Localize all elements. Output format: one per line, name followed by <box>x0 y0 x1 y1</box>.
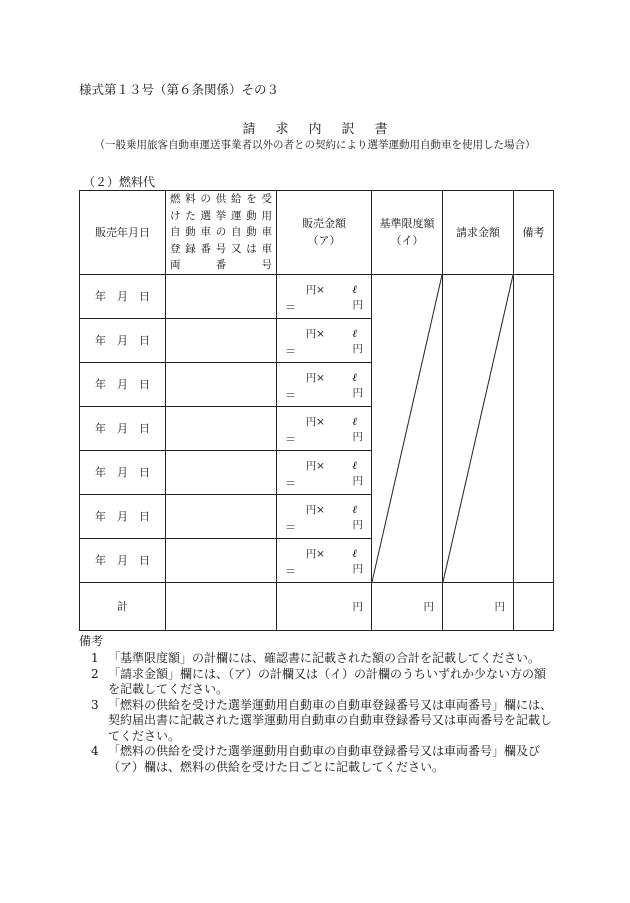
header-sale-amount-label: 販売金額 <box>302 217 346 231</box>
header-sale-amount <box>277 191 372 275</box>
registration-number-cell[interactable] <box>166 318 277 362</box>
note-item <box>91 667 555 698</box>
document-subtitle: （一般乗用旅客自動車運送事業者以外の者との契約により選挙運動用自動車を使用した場合） <box>94 139 536 151</box>
yen-times-label: 円× <box>305 503 325 516</box>
limit-amount-diagonal-cell <box>372 274 443 582</box>
sale-amount-cell[interactable] <box>277 274 372 318</box>
header-sale-date: 販売年月日 <box>80 191 166 275</box>
sale-amount-cell[interactable] <box>277 450 372 494</box>
yen-times-label: 円× <box>305 327 325 340</box>
yen-times-label: 円× <box>305 415 325 428</box>
header-sale-amount-mark: （ア） <box>307 234 341 248</box>
equals-sign: ＝ <box>285 476 296 490</box>
registration-number-cell[interactable] <box>166 538 277 582</box>
yen-unit: 円 <box>423 600 434 613</box>
header-reg-line: 燃料の供給を受 <box>170 193 272 205</box>
sale-date-cell[interactable]: 年 月 日 <box>80 274 166 318</box>
total-sale-amount[interactable] <box>277 582 372 630</box>
header-reg-line: 両 番 号 <box>170 259 272 271</box>
yen-times-label: 円× <box>305 371 325 384</box>
notes-heading: 備考 <box>79 634 104 648</box>
yen-unit: 円 <box>352 386 363 399</box>
note-number: 1 <box>91 651 99 665</box>
liter-unit: ℓ <box>352 502 357 516</box>
total-claim-amount[interactable] <box>443 582 514 630</box>
total-row <box>80 582 554 630</box>
total-registration-cell <box>166 582 277 630</box>
sale-date-cell[interactable]: 年 月 日 <box>80 450 166 494</box>
sale-date-cell[interactable]: 年 月 日 <box>80 538 166 582</box>
note-item <box>91 651 555 667</box>
form-number: 様式第１３号（第６条関係）その３ <box>79 82 280 97</box>
registration-number-cell[interactable] <box>166 274 277 318</box>
note-text: 「請求金額」欄には、（ア）の計欄又は（イ）の計欄のうちいずれか少ない方の額を記載してください。 <box>108 666 547 696</box>
header-limit-label: 基準限度額 <box>379 217 435 231</box>
equals-sign: ＝ <box>285 300 296 314</box>
header-remarks: 備考 <box>514 191 554 275</box>
note-number: 2 <box>91 666 99 681</box>
yen-times-label: 円× <box>305 459 325 472</box>
document-title: 請求内訳書 <box>242 122 408 137</box>
equals-sign: ＝ <box>285 388 296 402</box>
liter-unit: ℓ <box>352 546 357 560</box>
remarks-cell[interactable] <box>514 274 554 582</box>
data-row <box>80 274 554 318</box>
note-number: 3 <box>91 697 99 712</box>
liter-unit: ℓ <box>352 282 357 296</box>
sale-amount-cell[interactable] <box>277 406 372 450</box>
sale-date-cell[interactable]: 年 月 日 <box>80 362 166 406</box>
notes-list <box>91 651 555 775</box>
yen-unit: 円 <box>352 474 363 487</box>
sale-amount-cell[interactable] <box>277 362 372 406</box>
note-text: 「燃料の供給を受けた選挙運動用自動車の自動車登録番号又は車両番号」欄及び（ア）欄は、燃料の供給を受けた日ごとに記載してください。 <box>108 744 541 774</box>
yen-unit: 円 <box>494 600 505 613</box>
sale-date-cell[interactable]: 年 月 日 <box>80 406 166 450</box>
yen-times-label: 円× <box>305 547 325 560</box>
fuel-cost-table <box>79 190 554 631</box>
note-item <box>91 744 555 775</box>
yen-unit: 円 <box>352 298 363 311</box>
yen-unit: 円 <box>352 342 363 355</box>
sale-date-cell[interactable]: 年 月 日 <box>80 318 166 362</box>
equals-sign: ＝ <box>285 564 296 578</box>
header-reg-line: 自動車の自動車 <box>170 226 272 238</box>
header-registration-number <box>166 191 277 275</box>
yen-unit: 円 <box>352 518 363 531</box>
sale-amount-cell[interactable] <box>277 494 372 538</box>
registration-number-cell[interactable] <box>166 494 277 538</box>
note-item <box>91 698 555 745</box>
note-text: 「燃料の供給を受けた選挙運動用自動車の自動車登録番号又は車両番号」欄には、契約届出書に記載された選挙運動用自動車の自動車登録番号又は車両番号を記載してください。 <box>108 697 553 743</box>
note-number: 4 <box>91 744 99 758</box>
registration-number-cell[interactable] <box>166 450 277 494</box>
liter-unit: ℓ <box>352 326 357 340</box>
header-claim-amount: 請求金額 <box>443 191 514 275</box>
yen-times-label: 円× <box>305 283 325 296</box>
yen-unit: 円 <box>352 430 363 443</box>
total-limit-amount[interactable] <box>372 582 443 630</box>
header-limit-mark: （イ） <box>390 234 424 248</box>
sale-date-cell[interactable]: 年 月 日 <box>80 494 166 538</box>
section-title: （２）燃料代 <box>83 175 156 189</box>
header-limit-amount <box>372 191 443 275</box>
sale-amount-cell[interactable] <box>277 318 372 362</box>
equals-sign: ＝ <box>285 520 296 534</box>
liter-unit: ℓ <box>352 458 357 472</box>
header-reg-line: けた選挙運動用 <box>170 209 272 222</box>
total-label: 計 <box>80 582 166 630</box>
yen-unit: 円 <box>352 562 363 575</box>
registration-number-cell[interactable] <box>166 362 277 406</box>
sale-amount-cell[interactable] <box>277 538 372 582</box>
liter-unit: ℓ <box>352 370 357 384</box>
note-text: 「基準限度額」の計欄には、確認書に記載された額の合計を記載してください。 <box>108 651 541 665</box>
header-row <box>80 191 554 275</box>
liter-unit: ℓ <box>352 414 357 428</box>
header-reg-line: 登録番号又は車 <box>170 242 272 255</box>
registration-number-cell[interactable] <box>166 406 277 450</box>
equals-sign: ＝ <box>285 432 296 446</box>
total-remarks-cell <box>514 582 554 630</box>
claim-amount-diagonal-cell <box>443 274 514 582</box>
equals-sign: ＝ <box>285 344 296 358</box>
yen-unit: 円 <box>352 600 363 613</box>
